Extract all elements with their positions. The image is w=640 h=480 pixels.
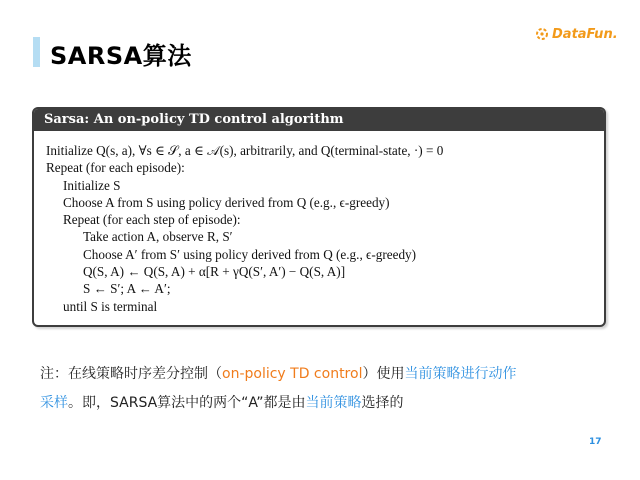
algorithm-line: Choose A from S using policy derived from Q (e.g., ϵ-greedy) — [63, 194, 390, 210]
note-paragraph — [40, 360, 610, 418]
note-highlight-orange: on-policy TD control — [222, 366, 363, 382]
note-text: ）使用 — [362, 366, 405, 382]
algorithm-line: Take action A, observe R, S′ — [83, 229, 233, 245]
note-text: 选择的 — [361, 395, 404, 411]
algorithm-box — [32, 107, 606, 327]
datafun-logo-icon — [535, 27, 549, 41]
algorithm-line: Initialize S — [63, 177, 121, 193]
algorithm-line: Choose A′ from S′ using policy derived from Q (e.g., ϵ-greedy) — [83, 246, 417, 262]
note-highlight-blue: 当前策略 — [305, 395, 362, 411]
page-number: 17 — [589, 437, 602, 447]
logo-dot: . — [612, 26, 618, 42]
algorithm-header: Sarsa: An on-policy TD control algorithm — [34, 109, 604, 131]
title-accent-bar — [33, 37, 40, 67]
note-highlight-blue: 采样 — [40, 395, 68, 411]
note-text: 注：在线策略时序差分控制（ — [40, 366, 222, 382]
note-text: 。即，SARSA算法中的两个“A”都是由 — [68, 395, 306, 411]
algorithm-line: until S is terminal — [63, 298, 158, 314]
algorithm-line: Q(S, A) ← Q(S, A) + α[R + γQ(S′, A′) − Q(S, A)] — [83, 264, 346, 280]
algorithm-line: Repeat (for each step of episode): — [63, 212, 241, 228]
logo-text: DataFun — [552, 26, 613, 42]
algorithm-line: Initialize Q(s, a), ∀s ∈ 𝒮, a ∈ 𝒜(s), arbitrarily, and Q(terminal-state, ·) = 0 — [46, 143, 444, 158]
slide-title: SARSA算法 — [50, 42, 192, 70]
algorithm-line: Repeat (for each episode): — [46, 160, 185, 176]
algorithm-line: S ← S′; A ← A′; — [83, 281, 171, 297]
note-highlight-blue: 当前策略进行动作 — [404, 366, 517, 382]
datafun-logo — [535, 23, 625, 45]
algorithm-body — [34, 131, 604, 315]
